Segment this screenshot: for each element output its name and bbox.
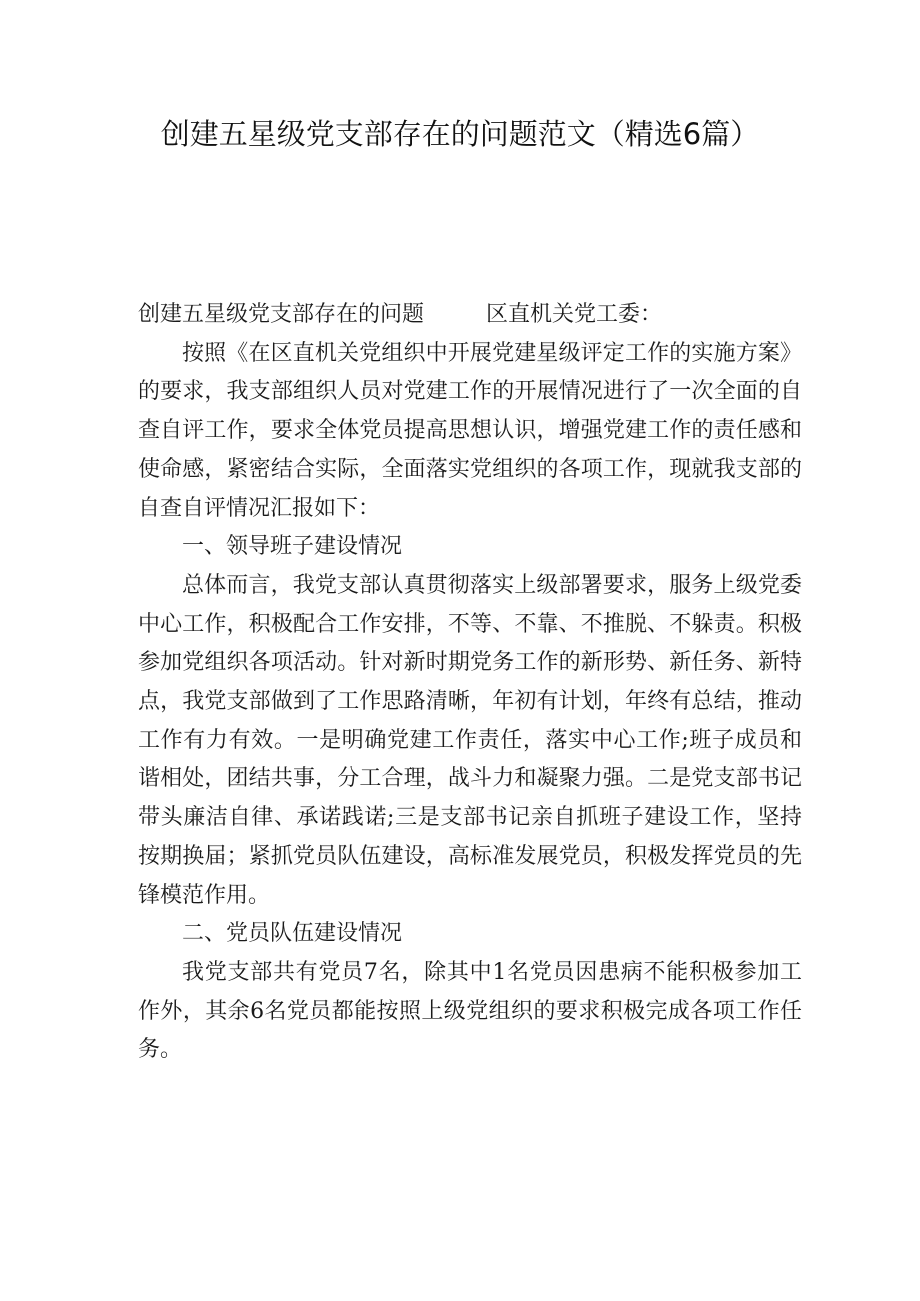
document-body xyxy=(138,296,802,1070)
salutation-lead: 创建五星级党支部存在的问题 xyxy=(138,302,425,327)
paragraph-leadership: 总体而言，我党支部认真贯彻落实上级部署要求，服务上级党委中心工作，积极配合工作安排，不等、不靠、不推脱、不躲责。积极参加党组织各项活动。针对新时期党务工作的新形势、新任务、新特点，我党支部做到了工作思路清晰，年初有计划，年终有总结，推动工作有力有效。一是明确党建工作责任，落实中心工作;班子成员和谐相处，团结共事，分工合理，战斗力和凝聚力强。二是党支部书记带头廉洁自律、承诺践诺;三是支部书记亲自抓班子建设工作，坚持按期换届；紧抓党员队伍建设，高标准发展党员，积极发挥党员的先锋模范作用。 xyxy=(138,572,802,908)
salutation-addressee: 区直机关党工委： xyxy=(486,302,663,327)
paragraph-intro: 按照《在区直机关党组织中开展党建星级评定工作的实施方案》的要求，我支部组织人员对党建工作的开展情况进行了一次全面的自查自评工作，要求全体党员提高思想认识，增强党建工作的责任感和使命感，紧密结合实际，全面落实党组织的各项工作，现就我支部的自查自评情况汇报如下： xyxy=(138,340,802,521)
paragraph-members: 我党支部共有党员7名，除其中1名党员因患病不能积极参加工作外，其余6名党员都能按照上级党组织的要求积极完成各项工作任务。 xyxy=(138,959,802,1063)
section-heading-leadership: 一、领导班子建设情况 xyxy=(182,534,403,560)
document-title: 创建五星级党支部存在的问题范文（精选6篇） xyxy=(160,117,760,151)
salutation-line xyxy=(138,296,802,335)
section-heading-members: 二、党员队伍建设情况 xyxy=(182,921,403,947)
